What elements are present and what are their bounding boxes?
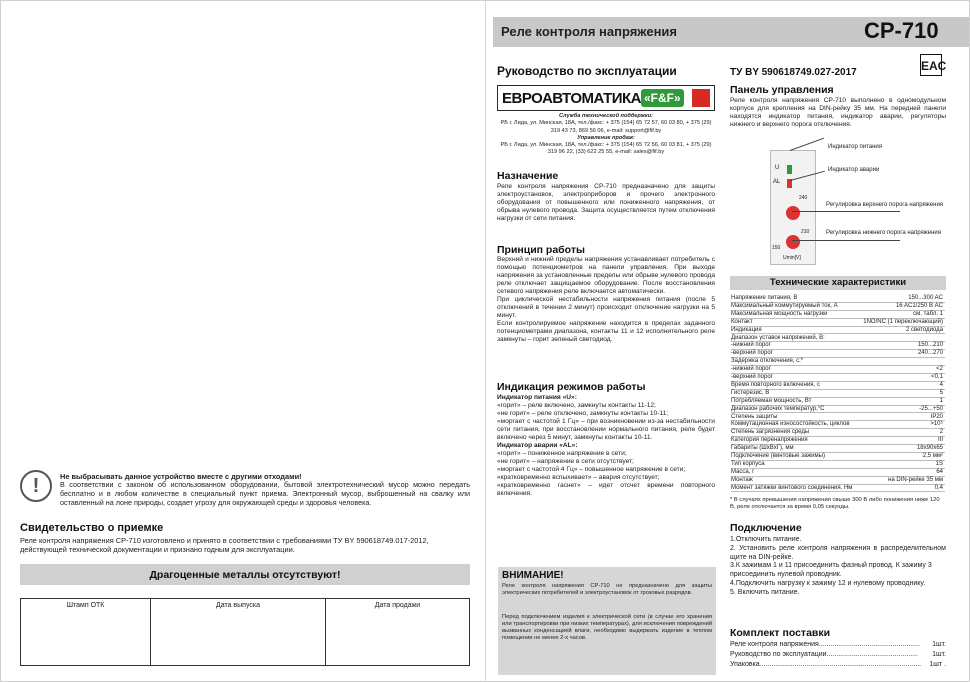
spec-name: Контакт [731,318,753,325]
spec-name: -нижний порог [731,366,771,373]
stamp-col-sale-date: Дата продажи [326,599,470,666]
kit-item-name: Упаковка................................................................................... [730,661,922,668]
stamp-col-otk: Штамп ОТК [21,599,151,666]
panel-title: Панель управления [730,84,834,96]
spec-value: 2 светодиода [905,326,943,333]
spec-name: Тип корпуса [731,460,765,467]
sales-label: Управление продаж: [577,134,635,141]
spec-row [731,461,945,469]
support-text: РБ г. Лида, ул. Минская, 18А, тел./факс: + 375 (154) 65 72 57, 60 03 80, + 375 (29) 319 43 73, 869 56 06, e-mail: support@fif.by [500,120,712,134]
brand-logo-text: ЕВРОАВТОМАТИКА [502,90,642,107]
lower-threshold-knob-icon [786,235,800,249]
acceptance-text: Реле контроля напряжения CP-710 изготовлено и принято в соответствии с требованиями ТУ BY 590618749.017-2012, действующей технической документации и признано годным для эксплуатации. [20,536,429,555]
spec-name: Коммутационная износостойкость, циклов [731,421,850,428]
connection-step: 3.К зажимам 1 и 11 присоединить фазный провод. К зажиму 3 присоединить нулевой проводник. [730,562,932,578]
spec-value: 240...270 [917,350,943,357]
spec-name: Степень защиты [731,413,778,420]
purpose-text: Реле контроля напряжения CP-710 предназначено для защиты электроустановок, электроприборов и прочего электронного оборудования от повышенного или пониженного напряжения, от обрыва нулевого провода. Защита осуществляется путем отключения нагрузки от сети питания. [497,183,715,223]
brand-logo-badge: «F&F» [641,89,684,107]
purpose-title: Назначение [497,170,559,182]
kit-list [730,640,946,670]
principle-p1: Верхний и нижний пределы напряжения устанавливает потребитель с помощью потенциометров на панели управления. При выходе напряжения за установленные пределы или обрыве нулевого провода реле отключает защищаемое оборудование. После восстановления сетевого напряжения реле включается автоматически. [497,256,715,296]
spec-value: 150...210 [917,342,943,349]
principle-p2: При циклической нестабильности напряжения питания (после 5 отключений в течении 2 минут) происходит отключение нагрузки на 5 минут. [497,296,715,320]
modes-u-title: Индикатор питания «U»: [497,394,577,401]
spec-value: 150...300 AC [908,295,943,301]
contacts-block [497,113,715,157]
spec-row [731,295,945,303]
spec-value: 1NO/NC (1 переключающий) [863,318,943,325]
principle-p3: Если контролируемое напряжение находится в пределах заданного потенциометрами диапазона, контакты 11 и 12 исполнительного реле замкнуты – горит зеленый светодиод. [497,320,715,344]
spec-row [731,350,945,358]
stamp-col-release-date: Дата выпуска [151,599,326,666]
spec-row [731,445,945,453]
panel-label-u: U [775,165,780,171]
fold-line [485,0,486,682]
modes-al5: «кратковременно гаснет» – идет отсчет времени повторного включения. [497,482,715,498]
spec-value: 64 [936,468,943,475]
spec-name: Время повторного включения, с [731,381,820,388]
principle-text [497,256,715,344]
spec-row [731,366,945,374]
modes-al2: «не горит» – напряжение в сети отсутствует; [497,458,634,466]
brand-flag-icon [692,89,710,107]
acceptance-title: Свидетельство о приемке [20,522,164,534]
spec-name: Степень загрязнения среды [731,429,810,436]
spec-name: Монтаж [731,476,753,483]
connection-step: 4.Подключить нагрузку к зажиму 12 и нулевому проводнику. [730,579,926,587]
kit-item-name: Руководство по эксплуатации............................................... [730,651,918,658]
sales-text: РБ г. Лида, ул. Минская, 18А, тел./факс: + 375 (154) 65 72 56, 60 03 81, + 375 (29) 319 96 22, (33) 622 25 55, e-mail: sales@fif.by [500,142,712,156]
spec-value: 2 [939,429,943,436]
spec-value: 0,4 [934,484,943,491]
connection-steps [730,536,946,597]
kit-item [730,650,946,660]
spec-value: 2,5 мм² [922,453,943,459]
spec-row [731,311,945,319]
spec-row [731,485,945,493]
spec-row [731,374,945,382]
spec-row [731,327,945,335]
modes-al-title: Индикатор аварии «AL»: [497,442,578,450]
callout-line-3 [792,211,900,212]
spec-name: Диапазон рабочих температур,°С [731,405,825,412]
precious-metals-bar [20,564,470,585]
spec-value: >10⁵ [930,421,943,428]
spec-value: 18x90x65 [916,445,943,452]
spec-row [731,303,945,311]
upper-threshold-knob-icon [786,206,800,220]
recycle-title: Не выбрасывать данное устройство вместе с другими отходами! [60,472,302,481]
spec-row [731,477,945,485]
manual-title: Руководство по эксплуатации [497,64,677,78]
kit-item-qty: 1шт . [929,661,946,668]
modes-u3: «моргает с частотой 1 Гц» – при возникновении из-за нестабильности сети питания, при восстановлении нормального питания, реле будет включено через 5 минут, замкнуты контакты 10-11. [497,418,715,442]
spec-row [731,398,945,406]
spec-row [731,437,945,445]
spec-name: Потребляемая мощность, Вт [731,397,812,404]
spec-name: Гистерезис, В [731,389,770,396]
device-panel-illustration [770,150,816,265]
specs-footnote: * В случаях превышения напряжения свыше 300 В либо понижения ниже 120 В, реле отключается за время 0,05 секунды. [730,497,940,511]
header-model: CP-710 [864,18,939,43]
spec-value: IP20 [930,413,943,420]
kit-item [730,660,946,670]
spec-name: Категория перенапряжения [731,437,808,444]
spec-value: III [937,437,943,444]
spec-row [731,429,945,437]
spec-name: Диапазон уставок напряжений, В: [731,334,825,341]
callout-upper-threshold: Регулировка верхнего порога напряжения [826,202,944,208]
recycle-text: В соответствии с законом об использованном оборудовании, бытовой электротехнический мусор можно передать бесплатно и в любом количестве в специальный пункт приема. Электронный мусор, выброшенный на свалку или оставленный на лоне природы, создает угрозу для окружающей среды и здоровья человека. [60,480,470,507]
panel-text: Реле контроля напряжения CP-710 выполнено в одномодульном корпусе для крепления на DIN-рейку 35 мм. На передней панели находятся индикатор питания, индикатор аварии, регуляторы нижнего и верхнего порога отключения. [730,97,946,129]
spec-value: 5 [939,389,943,396]
spec-row [731,406,945,414]
spec-name: Габариты (ШxВxГ), мм [731,445,794,452]
modes-u2: «не горит» – реле отключено, замкнуты контакты 10-11; [497,410,669,418]
kit-item-qty: 1шт. [932,641,946,648]
modes-text [497,394,715,498]
brand-logo [497,85,715,111]
connection-step: 2. Установить реле контроля напряжения в распределительном щите на DIN-рейке. [730,544,946,561]
spec-row [731,390,945,398]
spec-name: Момент затяжки винтового соединения, Нм [731,484,853,491]
precious-metals-text: Драгоценные металлы отсутствуют! [149,569,341,581]
panel-scale-top: 240 [799,195,808,201]
attention-title: ВНИМАНИЕ! [502,570,564,581]
tech-specs-title: Технические характеристики [730,276,946,290]
modes-u1: «горит» – реле включено, замкнуты контакты 11-12; [497,402,656,410]
spec-value: <0,1 [931,374,943,380]
panel-unit: Umin[V] [783,255,801,261]
spec-row [731,421,945,429]
eac-mark-icon: EAC [920,54,942,76]
spec-value: 16 AC1/250 В AC [895,302,943,309]
kit-item-qty: 1шт. [932,651,946,658]
spec-name: Масса, г [731,468,755,475]
panel-scale-bottom: 210 [801,229,810,235]
spec-value: см. табл. 1 [913,310,943,317]
modes-al1: «горит» – пониженное напряжение в сети; [497,450,627,458]
tu-number: ТУ BY 590618749.027-2017 [730,67,857,78]
spec-row [731,469,945,477]
stamp-table [20,598,470,666]
spec-name: Максимальная мощность нагрузки [731,310,828,317]
spec-value: <2 [936,366,943,373]
attention-p2: Перед подключением изделия к электрической сети (в случае его хранения или транспортировки при низких температурах), для исключения повреждений вызванных конденсацией влаги, необходимо выдержать изделие в теплом помещении не менее 2-х часов. [502,614,712,641]
spec-name: -нижний порог [731,342,771,349]
callout-power-indicator: Индикатор питания [828,144,882,150]
callout-alarm-indicator: Индикатор аварии [828,167,880,173]
attention-p1: Реле контроля напряжения CP-710 не предназначено для защиты электрических потребителей и электроустановок от грозовых разрядов. [502,583,712,596]
kit-item [730,640,946,650]
callout-line-4 [792,240,900,241]
kit-item-name: Реле контроля напряжения.................................................... [730,641,920,648]
panel-scale-bottom-left: 150 [772,245,781,251]
spec-name: Напряжение питания, В [731,295,798,301]
connection-step: 5. Включить питание. [730,588,800,596]
spec-value: 1 [939,397,943,404]
spec-row [731,453,945,461]
spec-name: Индикация [731,326,762,333]
callout-lower-threshold: Регулировка нижнего порога напряжения [826,230,941,236]
spec-row [731,358,945,366]
panel-label-al: AL [773,179,781,185]
spec-name: -верхний порог [731,350,773,357]
spec-row [731,319,945,327]
spec-name: -верхний порог [731,374,773,380]
spec-name: Максимальный коммутируемый ток, А [731,302,838,309]
spec-name: Подключение (винтовые зажимы) [731,453,825,459]
modes-title: Индикация режимов работы [497,381,646,393]
header-title: Реле контроля напряжения [501,24,678,39]
modes-al4: «кратковременно вспыхивает» – авария отсутствует; [497,474,660,482]
spec-value: 4 [939,381,943,388]
callout-line-1 [790,138,824,151]
spec-value: на DIN-рейке 35 мм [888,476,943,483]
spec-row [731,382,945,390]
spec-value: 1S [935,460,943,467]
kit-title: Комплект поставки [730,627,831,639]
attention-box [498,567,716,675]
principle-title: Принцип работы [497,244,585,256]
connection-step: 1.Отключить питание. [730,536,802,543]
spec-value: -25...+50 [919,405,943,412]
power-led-icon [787,165,792,174]
support-label: Служба технической поддержки: [559,113,653,119]
connection-title: Подключение [730,522,802,534]
spec-name: Задержка отключения, с:* [731,358,804,365]
modes-al3: «моргает с частотой 4 Гц» – повышенное напряжение в сети; [497,466,686,474]
recycle-warning-icon: ! [20,470,52,502]
